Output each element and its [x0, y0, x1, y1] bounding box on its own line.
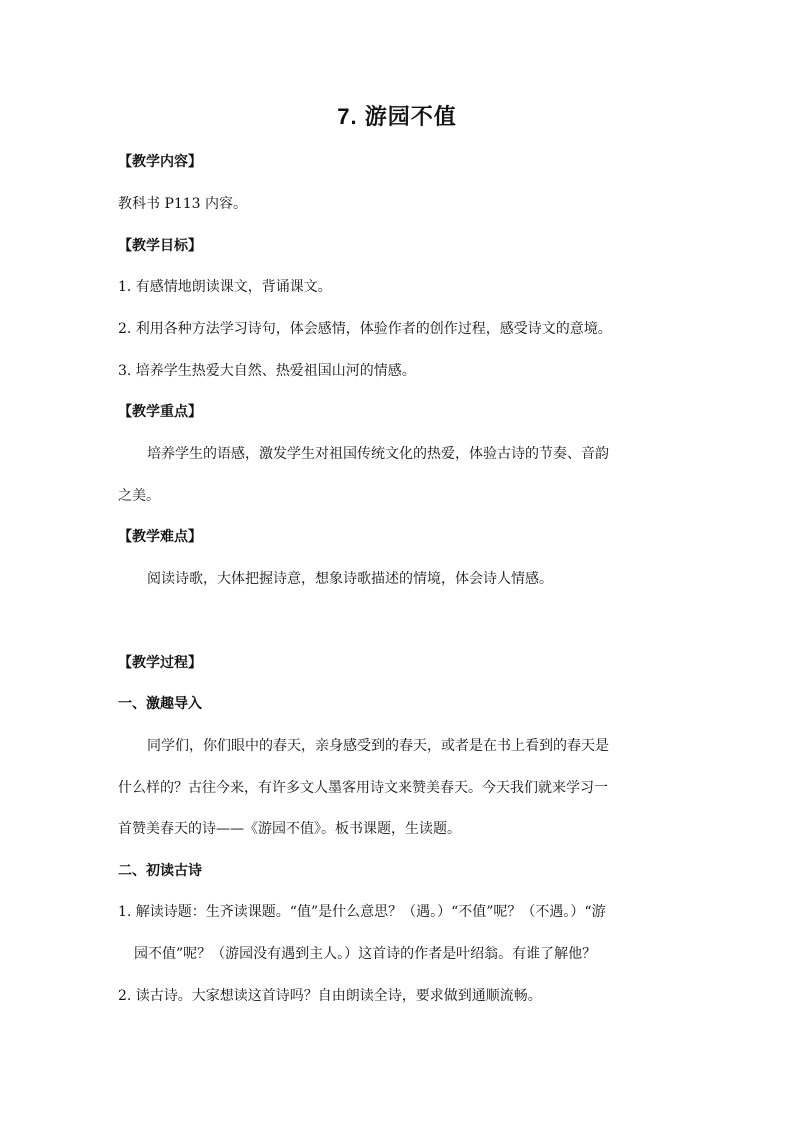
- part1-line: 什么样的？古往今来，有许多文人墨客用诗文来赞美春天。今天我们就来学习一: [118, 780, 608, 796]
- goal-item: 3. 培养学生热爱大自然、热爱祖国山河的情感。: [118, 363, 416, 379]
- difficulty-text: 阅读诗歌，大体把握诗意，想象诗歌描述的情境，体会诗人情感。: [147, 571, 553, 587]
- part2-heading: 二、初读古诗: [118, 863, 202, 879]
- teaching-goals-heading: 【教学目标】: [118, 238, 202, 254]
- part1-line: 首赞美春天的诗——《游园不值》。板书课题，生读题。: [118, 821, 461, 837]
- part1-line: 同学们，你们眼中的春天，亲身感受到的春天，或者是在书上看到的春天是: [147, 738, 609, 754]
- key-points-line: 之美。: [118, 488, 160, 504]
- part2-line: 2. 读古诗。大家想读这首诗吗？自由朗读全诗，要求做到通顺流畅。: [118, 988, 542, 1004]
- key-points-heading: 【教学重点】: [118, 404, 202, 420]
- key-points-line: 培养学生的语感，激发学生对祖国传统文化的热爱，体验古诗的节奏、音韵: [147, 446, 609, 462]
- goal-item: 2. 利用各种方法学习诗句，体会感情，体验作者的创作过程，感受诗文的意境。: [118, 321, 612, 337]
- page-title: 7. 游园不值: [337, 104, 457, 129]
- goal-item: 1. 有感情地朗读课文，背诵课文。: [118, 279, 332, 295]
- difficulty-heading: 【教学难点】: [118, 529, 202, 545]
- process-heading: 【教学过程】: [118, 655, 202, 671]
- part1-heading: 一、激趣导入: [118, 696, 202, 712]
- teaching-content-heading: 【教学内容】: [118, 154, 202, 170]
- teaching-content-text: 教科书 P113 内容。: [118, 196, 248, 212]
- part2-line: 园不值”呢？（游园没有遇到主人。）这首诗的作者是叶绍翁。有谁了解他？: [134, 946, 597, 962]
- part2-line: 1. 解读诗题：生齐读课题。“值”是什么意思？（遇。）“不值”呢？（不遇。）“游: [118, 904, 606, 920]
